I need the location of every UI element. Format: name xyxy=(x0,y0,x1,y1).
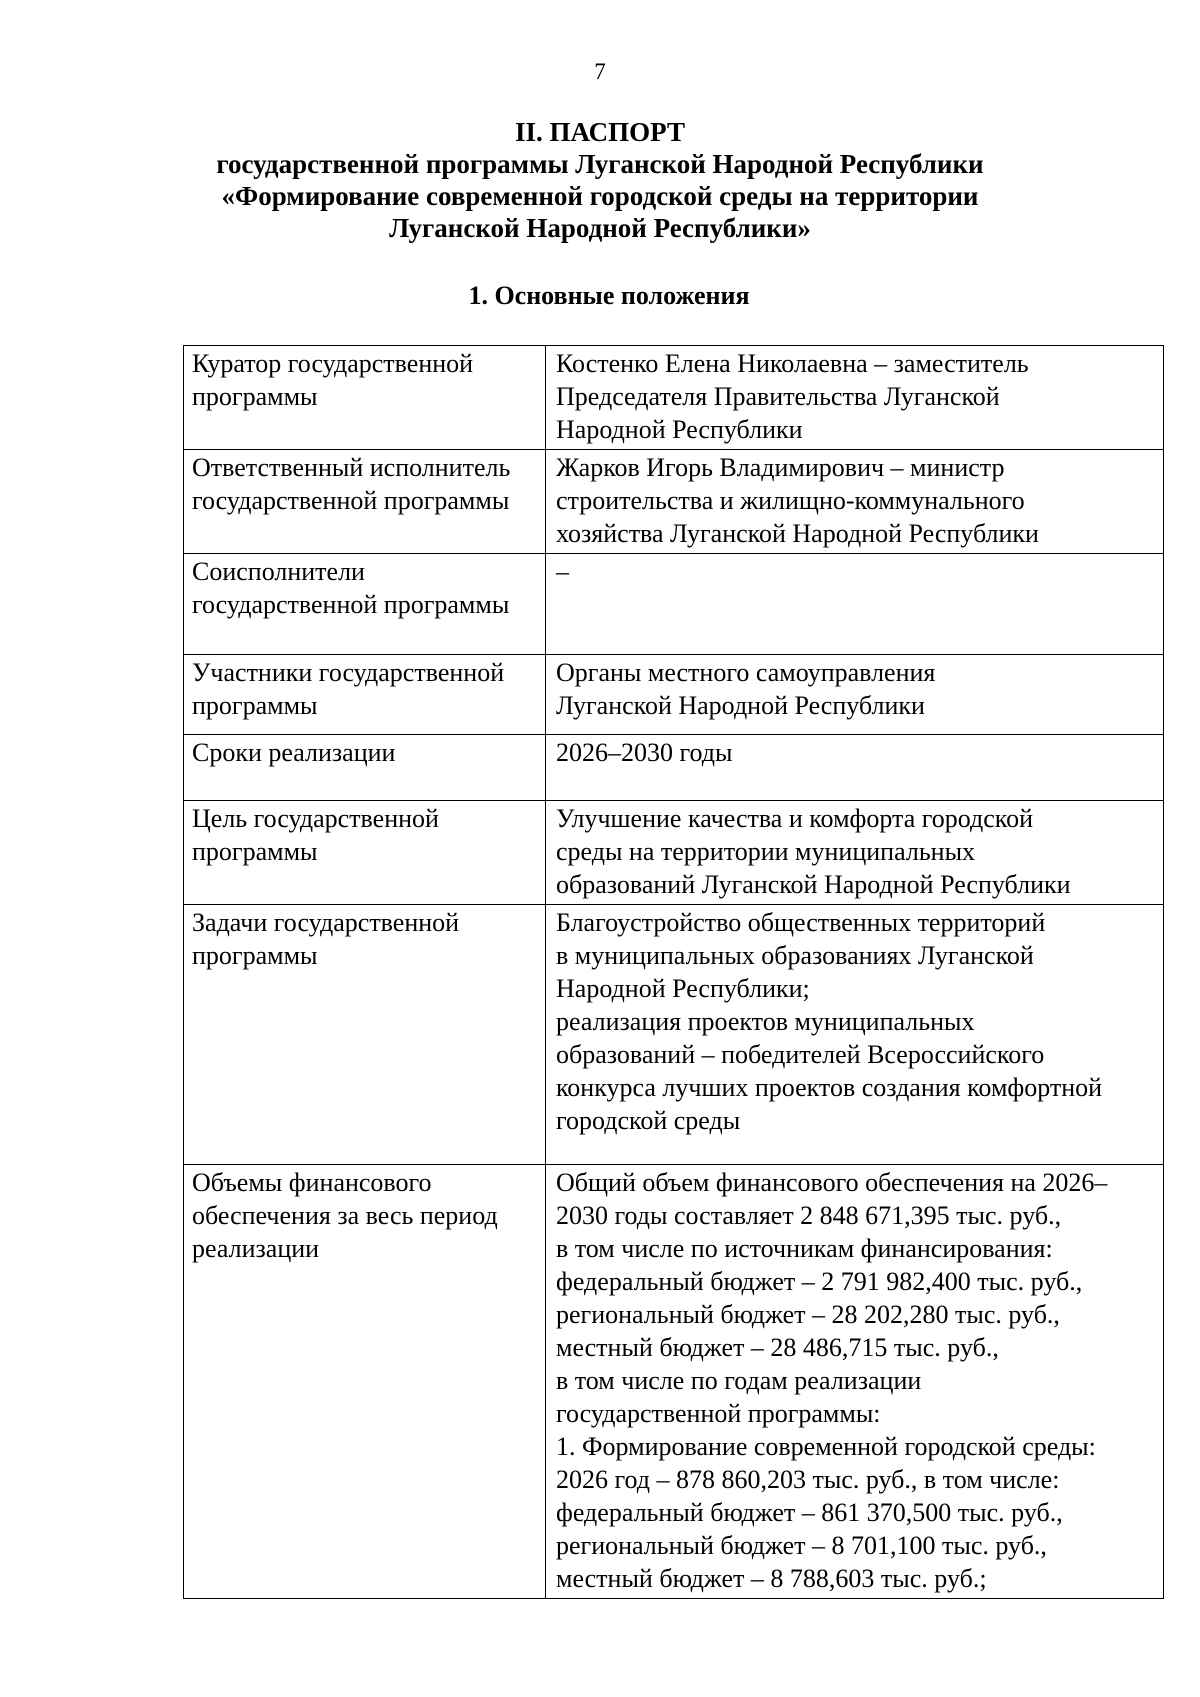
table-row xyxy=(184,554,1164,655)
heading-line-3: «Формирование современной городской среды на территории xyxy=(221,181,979,211)
row-value-curator: Костенко Елена Николаевна – заместитель Председателя Правительства Луганской Народной Республики xyxy=(546,346,1164,450)
row-label-curator: Куратор государственной программы xyxy=(184,346,546,450)
row-value-participants: Органы местного самоуправления Луганской Народной Республики xyxy=(546,655,1164,735)
row-value-tasks: Благоустройство общественных территорий в муниципальных образованиях Луганской Народной Республики; реализация проектов муниципальных образований – победителей Всероссийского конкурса лучших проектов создания комфортной городской среды xyxy=(546,905,1164,1165)
page-number: 7 xyxy=(594,59,606,84)
row-value-goal: Улучшение качества и комфорта городской среды на территории муниципальных образований Луганской Народной Республики xyxy=(546,801,1164,905)
passport-heading xyxy=(0,116,1200,244)
table-row xyxy=(184,450,1164,554)
table-row xyxy=(184,1165,1164,1599)
row-label-participants: Участники государственной программы xyxy=(184,655,546,735)
row-value-co-executors: – xyxy=(546,554,1164,655)
row-value-funding: Общий объем финансового обеспечения на 2026– 2030 годы составляет 2 848 671,395 тыс. руб., в том числе по источникам финансирования: федеральный бюджет – 2 791 982,400 тыс. руб., региональный бюджет – 28 202,280 тыс. руб., местный бюджет – 28 486,715 тыс. руб., в том числе по годам реализации государственной программы: 1. Формирование современной городской среды: 2026 год – 878 860,203 тыс. руб., в том числе: федеральный бюджет – 861 370,500 тыс. руб., региональный бюджет – 8 701,100 тыс. руб., местный бюджет – 8 788,603 тыс. руб.; xyxy=(546,1165,1164,1599)
row-label-tasks: Задачи государственной программы xyxy=(184,905,546,1165)
row-label-terms: Сроки реализации xyxy=(184,735,546,801)
table-row xyxy=(184,735,1164,801)
row-label-co-executors: Соисполнители государственной программы xyxy=(184,554,546,655)
heading-line-4: Луганской Народной Республики» xyxy=(389,213,811,243)
row-value-responsible: Жарков Игорь Владимирович – министр строительства и жилищно-коммунального хозяйства Луганской Народной Республики xyxy=(546,450,1164,554)
table-row xyxy=(184,801,1164,905)
heading-line-2: государственной программы Луганской Народной Республики xyxy=(216,149,984,179)
passport-table xyxy=(183,345,1164,1599)
table-row xyxy=(184,905,1164,1165)
row-label-funding: Объемы финансового обеспечения за весь период реализации xyxy=(184,1165,546,1599)
row-value-terms: 2026–2030 годы xyxy=(546,735,1164,801)
table-row xyxy=(184,346,1164,450)
section-title: 1. Основные положения xyxy=(468,281,750,310)
row-label-responsible: Ответственный исполнитель государственной программы xyxy=(184,450,546,554)
heading-line-1: II. ПАСПОРТ xyxy=(514,117,685,147)
row-label-goal: Цель государственной программы xyxy=(184,801,546,905)
table-row xyxy=(184,655,1164,735)
